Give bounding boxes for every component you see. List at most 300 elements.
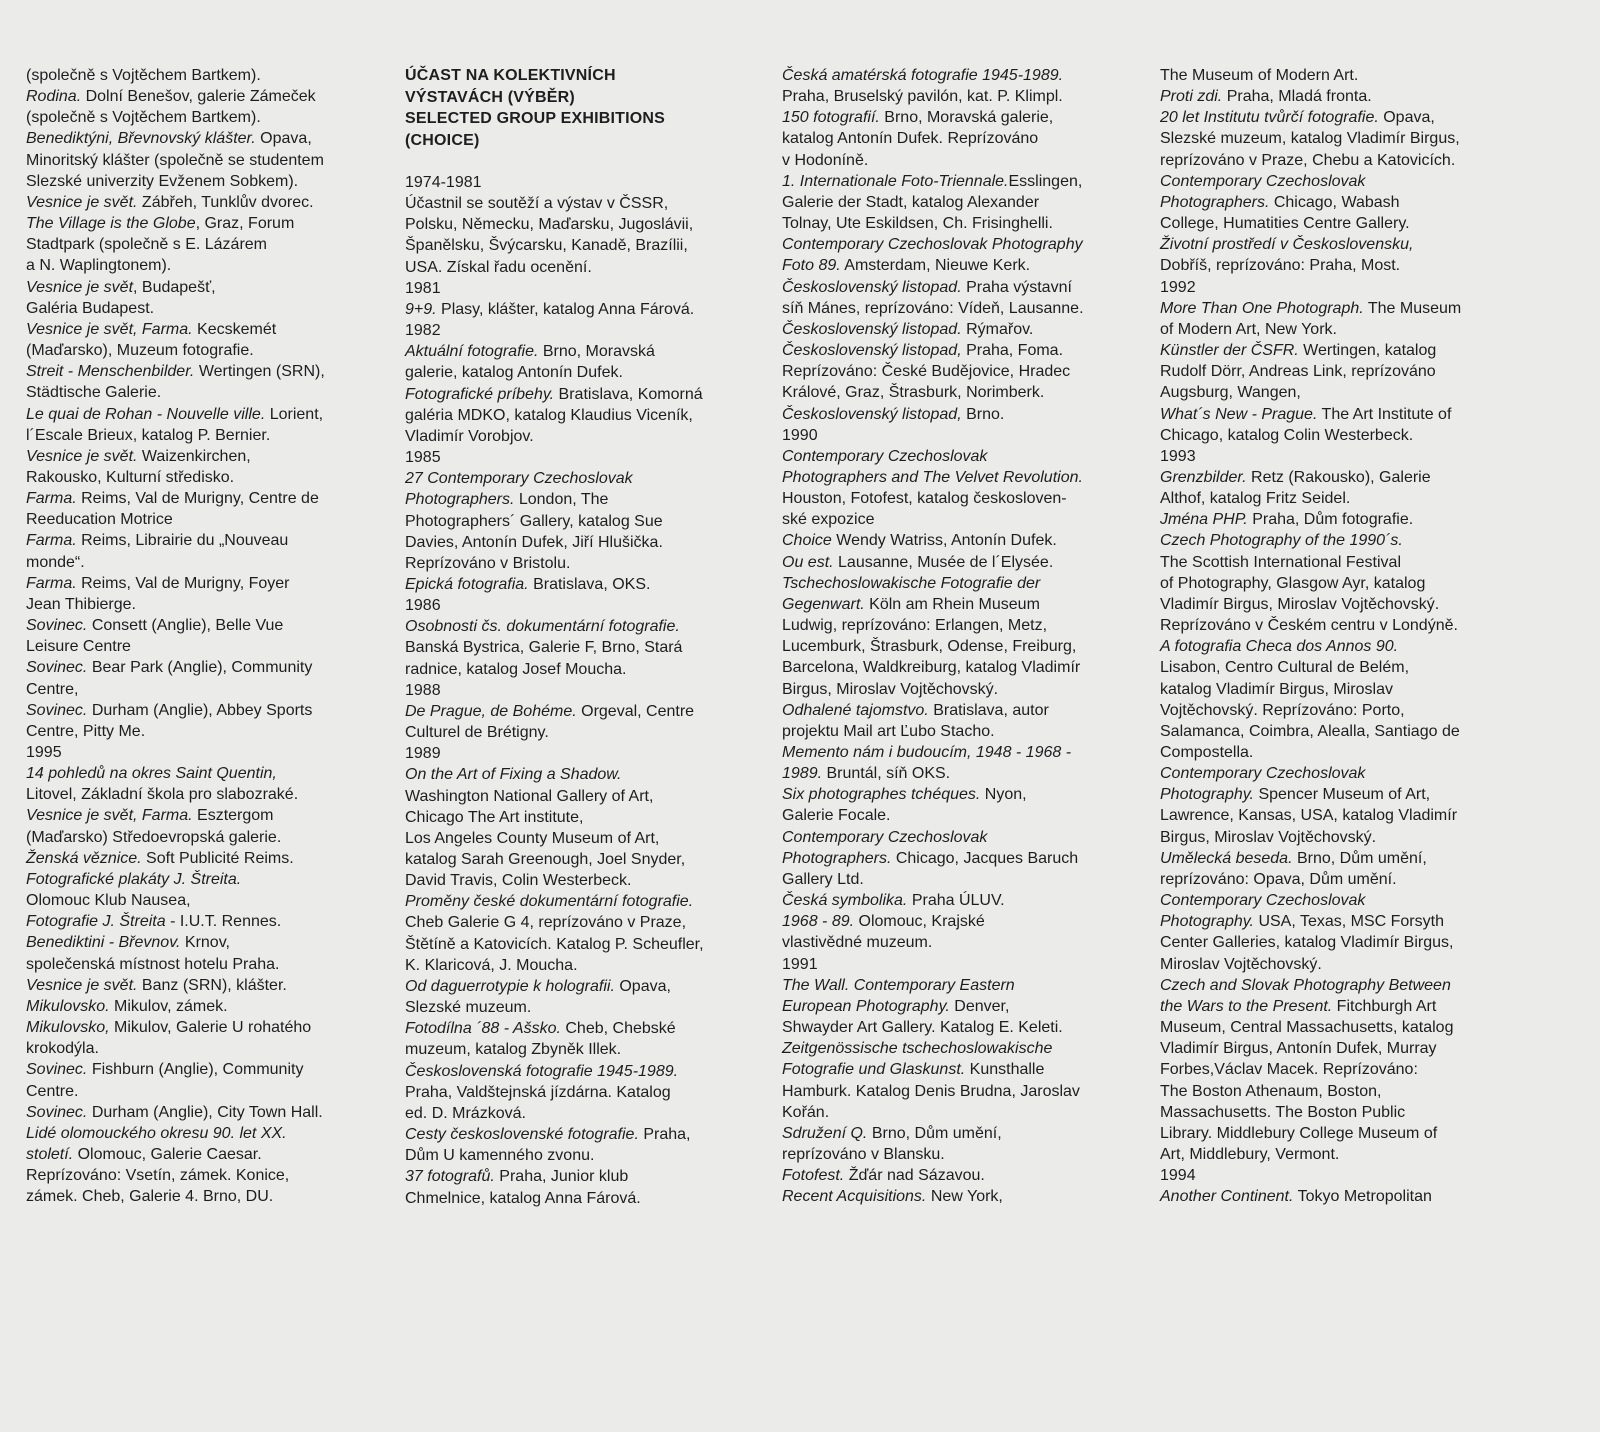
text-line — [1160, 467, 1520, 488]
text-line — [405, 764, 755, 785]
italic-title-segment: Farma. — [26, 532, 77, 550]
text-segment: Praha ÚLUV. — [907, 892, 1005, 910]
text-segment: Bratislava, autor — [928, 701, 1049, 719]
text-segment: Vojtěchovský. Reprízováno: Porto, — [1160, 701, 1405, 719]
text-segment: Houston, Fotofest, katalog českosloven- — [782, 490, 1067, 508]
italic-title-segment: Osobnosti čs. dokumentární fotografie. — [405, 618, 680, 636]
text-line — [1160, 1038, 1520, 1059]
text-segment: muzeum, katalog Zbyněk Illek. — [405, 1041, 622, 1059]
text-segment: Art, Middlebury, Vermont. — [1160, 1145, 1340, 1163]
text-segment: Chicago The Art institute, — [405, 808, 584, 826]
text-segment: 1985 — [405, 449, 441, 467]
text-line — [405, 1039, 755, 1060]
text-line — [26, 361, 371, 382]
text-segment: Rakousko, Kulturní středisko. — [26, 468, 235, 486]
text-line — [26, 1059, 371, 1080]
text-line — [26, 552, 371, 573]
text-line — [26, 721, 371, 742]
italic-title-segment: Proměny české dokumentární fotografie. — [405, 893, 694, 911]
text-segment: Spencer Museum of Art, — [1254, 786, 1431, 804]
text-segment: katalog Vladimír Birgus, Miroslav — [1160, 680, 1393, 698]
italic-title-segment: Mikulovsko. — [26, 997, 110, 1015]
text-line — [1160, 1017, 1520, 1038]
text-segment: Brno. — [961, 405, 1005, 423]
text-line — [1160, 911, 1520, 932]
text-segment: Praha, Bruselský pavilón, kat. P. Klimpl. — [782, 88, 1063, 106]
text-line — [782, 1038, 1132, 1059]
text-segment: Massachusetts. The Boston Public — [1160, 1103, 1406, 1121]
text-line — [26, 425, 371, 446]
italic-title-segment: 20 let Institutu tvůrčí fotografie. — [1160, 109, 1379, 127]
text-line — [26, 277, 371, 298]
italic-title-segment: Rodina. — [26, 88, 82, 106]
text-segment: galerie, katalog Antonín Dufek. — [405, 364, 623, 382]
text-segment: Leisure Centre — [26, 638, 131, 656]
text-segment: Fishburn (Anglie), Community — [87, 1061, 304, 1079]
text-line — [782, 446, 1132, 467]
italic-title-segment: Sovinec. — [26, 1061, 88, 1079]
text-line — [782, 975, 1132, 996]
italic-title-segment: More Than One Photograph. — [1160, 299, 1364, 317]
text-line — [26, 784, 371, 805]
text-line — [782, 954, 1132, 975]
heading-line: ÚČAST NA KOLEKTIVNÍCH — [405, 67, 616, 84]
text-line — [1160, 1102, 1520, 1123]
italic-title-segment: What´s New - Prague. — [1160, 405, 1318, 423]
text-segment: Forbes,Václav Macek. Reprízováno: — [1160, 1061, 1418, 1079]
text-segment: Dolní Benešov, galerie Zámeček — [81, 88, 316, 106]
text-line — [1160, 848, 1520, 869]
text-line — [1160, 636, 1520, 657]
text-line — [782, 340, 1132, 361]
text-line — [26, 1123, 371, 1144]
text-segment: (Maďarsko) Středoevropská galerie. — [26, 828, 282, 846]
italic-title-segment: Lidé olomouckého okresu 90. let XX. — [26, 1124, 287, 1142]
text-line — [26, 171, 371, 192]
text-segment: Dobříš, reprízováno: Praha, Most. — [1160, 257, 1401, 275]
text-segment: Center Galleries, katalog Vladimír Birgus, — [1160, 934, 1454, 952]
italic-title-segment: Fotografické príbehy. — [405, 385, 555, 403]
text-line — [405, 384, 755, 405]
text-line — [782, 150, 1132, 171]
text-line — [26, 213, 371, 234]
italic-title-segment: Photographers. — [405, 491, 515, 509]
text-segment: - I.U.T. Rennes. — [165, 913, 282, 931]
text-segment: , Graz, Forum — [195, 215, 295, 233]
italic-title-segment: Životní prostředí v Československu, — [1160, 236, 1414, 254]
italic-title-segment: Fotografie J. Štreita — [26, 913, 166, 931]
text-segment: l´Escale Brieux, katalog P. Bernier. — [26, 426, 271, 444]
text-line — [26, 954, 371, 975]
italic-title-segment: European Photography. — [782, 997, 950, 1015]
text-line — [26, 128, 371, 149]
text-segment: 1986 — [405, 597, 441, 615]
heading-line: VÝSTAVÁCH (VÝBĚR) — [405, 88, 575, 106]
text-segment: Library. Middlebury College Museum of — [1160, 1124, 1438, 1142]
text-line — [782, 1144, 1132, 1165]
italic-title-segment: Proti zdi. — [1160, 88, 1223, 106]
text-segment: Brno, Dům umění, — [1292, 849, 1427, 867]
italic-title-segment: Contemporary Czechoslovak — [1160, 172, 1366, 190]
text-segment: Gallery Ltd. — [782, 870, 864, 888]
text-line — [782, 848, 1132, 869]
text-line — [782, 298, 1132, 319]
text-segment: Banská Bystrica, Galerie F, Brno, Stará — [405, 639, 683, 657]
text-segment: New York, — [926, 1188, 1003, 1206]
italic-title-segment: Epická fotografia. — [405, 575, 529, 593]
text-segment: 1994 — [1160, 1167, 1196, 1185]
text-line — [782, 657, 1132, 678]
italic-title-segment: 1989. — [782, 765, 823, 783]
italic-title-segment: Československý listopad, — [782, 342, 962, 360]
italic-title-segment: Ou est. — [782, 553, 834, 571]
italic-title-segment: Le quai de Rohan - Nouvelle ville. — [26, 405, 266, 423]
text-segment: Chicago, Wabash — [1269, 193, 1400, 211]
text-segment: College, Humatities Centre Gallery. — [1160, 215, 1410, 233]
text-line — [782, 805, 1132, 826]
text-line — [782, 128, 1132, 149]
italic-title-segment: Photographers. — [1160, 193, 1270, 211]
text-segment: Nyon, — [980, 786, 1027, 804]
text-line — [782, 932, 1132, 953]
text-line — [782, 277, 1132, 298]
text-segment: Olomouc, Krajské — [854, 913, 985, 931]
text-segment: 1990 — [782, 426, 818, 444]
italic-title-segment: Streit - Menschenbilder. — [26, 363, 195, 381]
text-line — [26, 911, 371, 932]
text-segment: Praha, Dům fotografie. — [1247, 511, 1414, 529]
text-segment: Wendy Watriss, Antonín Dufek. — [831, 532, 1057, 550]
text-line — [1160, 890, 1520, 911]
italic-title-segment: Photography. — [1160, 786, 1254, 804]
italic-title-segment: Fotografie und Glaskunst. — [782, 1061, 966, 1079]
text-segment: Birgus, Miroslav Vojtěchovský. — [1160, 828, 1377, 846]
text-line — [1160, 679, 1520, 700]
text-segment: The Boston Athenaum, Boston, — [1160, 1082, 1382, 1100]
text-line — [782, 382, 1132, 403]
text-line — [782, 361, 1132, 382]
text-line — [782, 700, 1132, 721]
text-line — [405, 891, 755, 912]
text-segment: Olomouc, Galerie Caesar. — [73, 1145, 262, 1163]
text-segment: Praha, Junior klub — [494, 1168, 629, 1186]
text-line — [26, 827, 371, 848]
text-segment: Ludwig, reprízováno: Erlangen, Metz, — [782, 617, 1048, 635]
text-line — [782, 1102, 1132, 1123]
text-segment: Zábřeh, Tunklův dvorec. — [137, 193, 314, 211]
text-segment: Reprízováno: Vsetín, zámek. Konice, — [26, 1167, 290, 1185]
text-segment: Reprízováno v Českém centru v Londýně. — [1160, 617, 1458, 635]
text-line — [782, 742, 1132, 763]
italic-title-segment: Fotofest. — [782, 1167, 845, 1185]
text-line — [1160, 954, 1520, 975]
text-line — [1160, 784, 1520, 805]
italic-title-segment: the Wars to the Present. — [1160, 997, 1333, 1015]
text-segment: Los Angeles County Museum of Art, — [405, 829, 660, 847]
heading-line: (CHOICE) — [405, 131, 480, 149]
text-line — [405, 405, 755, 426]
italic-title-segment: The Wall. Contemporary Eastern — [782, 976, 1015, 994]
text-segment: London, The — [514, 491, 609, 509]
italic-title-segment: Contemporary Czechoslovak — [782, 447, 988, 465]
text-segment: ské expozice — [782, 511, 875, 529]
text-line — [1160, 827, 1520, 848]
text-line — [782, 1081, 1132, 1102]
text-line — [782, 594, 1132, 615]
text-line — [1160, 234, 1520, 255]
text-column-4 — [1160, 65, 1520, 1207]
italic-title-segment: Aktuální fotografie. — [405, 343, 539, 361]
italic-title-segment: Československá fotografie 1945-1989. — [405, 1062, 679, 1080]
italic-title-segment: On the Art of Fixing a Shadow. — [405, 766, 622, 784]
text-line — [1160, 805, 1520, 826]
text-line — [1160, 700, 1520, 721]
text-segment: Hamburk. Katalog Denis Brudna, Jaroslav — [782, 1082, 1080, 1100]
text-line — [1160, 721, 1520, 742]
text-segment: ed. D. Mrázková. — [405, 1104, 526, 1122]
text-segment: společenská místnost hotelu Praha. — [26, 955, 280, 973]
text-line — [26, 446, 371, 467]
heading-line: SELECTED GROUP EXHIBITIONS — [405, 110, 666, 127]
text-line — [782, 552, 1132, 573]
text-line — [26, 530, 371, 551]
italic-title-segment: Foto 89. — [782, 257, 841, 275]
text-segment: Cheb Galerie G 4, reprízováno v Praze, — [405, 914, 687, 932]
text-line — [26, 742, 371, 763]
text-segment: Esztergom — [192, 807, 274, 825]
text-segment: Centre. — [26, 1082, 79, 1100]
text-line — [405, 426, 755, 447]
text-line — [405, 595, 755, 616]
text-line — [405, 976, 755, 997]
text-line — [782, 1059, 1132, 1080]
text-segment: Reprízováno: České Budějovice, Hradec — [782, 363, 1071, 381]
text-segment: Bruntál, síň OKS. — [822, 765, 951, 783]
text-segment: Lorient, — [265, 405, 324, 423]
text-line — [1160, 277, 1520, 298]
text-line — [1160, 573, 1520, 594]
italic-title-segment: Benediktini - Břevnov. — [26, 934, 181, 952]
text-line — [1160, 107, 1520, 128]
text-line — [405, 1124, 755, 1145]
text-line — [1160, 615, 1520, 636]
text-line — [26, 1038, 371, 1059]
italic-title-segment: Odhalené tajomstvo. — [782, 701, 929, 719]
text-segment: 1974-1981 — [405, 174, 482, 191]
text-line — [1160, 869, 1520, 890]
text-line — [782, 1165, 1132, 1186]
italic-title-segment: Recent Acquisitions. — [782, 1188, 927, 1206]
text-line — [782, 1186, 1132, 1207]
text-segment: Lucemburk, Štrasburk, Odense, Freiburg, — [782, 638, 1077, 656]
text-line — [26, 86, 371, 107]
text-segment: Museum, Central Massachusetts, katalog — [1160, 1019, 1454, 1037]
text-segment: Dům U kamenného zvonu. — [405, 1147, 595, 1165]
text-line — [1160, 1081, 1520, 1102]
text-line — [26, 319, 371, 340]
italic-title-segment: 9+9. — [405, 300, 437, 318]
text-line — [405, 362, 755, 383]
italic-title-segment: 14 pohledů na okres Saint Quentin, — [26, 765, 277, 783]
text-line — [405, 997, 755, 1018]
text-segment: Olomouc Klub Nausea, — [26, 892, 191, 910]
text-segment: Birgus, Miroslav Vojtěchovský. — [782, 680, 999, 698]
text-line — [26, 1102, 371, 1123]
italic-title-segment: The Village is the Globe — [26, 215, 196, 233]
text-segment: K. Klaricová, J. Moucha. — [405, 956, 578, 974]
italic-title-segment: 37 fotografů. — [405, 1168, 495, 1186]
text-segment: Reims, Librairie du „Nouveau — [76, 532, 289, 550]
italic-title-segment: Sovinec. — [26, 617, 88, 635]
text-line — [782, 763, 1132, 784]
text-segment: Durham (Anglie), Abbey Sports — [87, 701, 313, 719]
text-line — [782, 1123, 1132, 1144]
text-segment: Washington National Gallery of Art, — [405, 787, 654, 805]
text-segment: Králové, Graz, Štrasburk, Norimberk. — [782, 384, 1045, 402]
text-line — [1160, 509, 1520, 530]
text-segment: Compostella. — [1160, 744, 1254, 761]
italic-title-segment: Six photographes tchéques. — [782, 786, 981, 804]
italic-title-segment: Sovinec. — [26, 1103, 88, 1121]
text-segment: Praha výstavní — [961, 278, 1072, 296]
text-line — [26, 1165, 371, 1186]
text-line — [405, 616, 755, 637]
text-segment: Althof, katalog Fritz Seidel. — [1160, 490, 1351, 508]
italic-title-segment: Farma. — [26, 574, 77, 592]
italic-title-segment: Vesnice je svět, Farma. — [26, 807, 193, 825]
text-line — [26, 805, 371, 826]
text-segment: 1981 — [405, 279, 441, 297]
text-line — [782, 488, 1132, 509]
text-segment: Fitchburgh Art — [1332, 997, 1437, 1015]
text-segment: Orgeval, Centre — [576, 702, 695, 720]
text-line — [405, 511, 755, 532]
text-segment: monde“. — [26, 553, 85, 571]
text-segment: Shwayder Art Gallery. Katalog E. Keleti. — [782, 1019, 1063, 1037]
text-segment: Krnov, — [180, 934, 230, 952]
text-line — [405, 257, 755, 278]
text-line — [782, 636, 1132, 657]
text-line — [1160, 192, 1520, 213]
italic-title-segment: Benediktýni, Břevnovský klášter. — [26, 130, 256, 148]
text-line — [405, 1145, 755, 1166]
text-line — [26, 1081, 371, 1102]
text-segment: USA. Získal řadu ocenění. — [405, 258, 592, 276]
italic-title-segment: Contemporary Czechoslovak — [1160, 892, 1366, 910]
text-line — [1160, 255, 1520, 276]
text-segment: Reims, Val de Murigny, Foyer — [76, 574, 290, 592]
text-segment: The Art Institute of — [1317, 405, 1452, 423]
text-line — [405, 1061, 755, 1082]
text-segment: katalog Antonín Dufek. Reprízováno — [782, 130, 1039, 148]
text-segment: Praha, Foma. — [961, 342, 1064, 360]
italic-title-segment: Od daguerrotypie k holografii. — [405, 977, 615, 995]
text-segment: Praha, — [638, 1126, 691, 1144]
italic-title-segment: Sovinec. — [26, 659, 88, 677]
text-line — [405, 934, 755, 955]
text-segment: Reprízováno v Bristolu. — [405, 554, 571, 572]
text-line — [1160, 594, 1520, 615]
text-segment: a N. Waplingtonem). — [26, 257, 172, 275]
italic-title-segment: Umělecká beseda. — [1160, 849, 1293, 867]
italic-title-segment: Jména PHP. — [1160, 511, 1248, 529]
text-segment: Lisabon, Centro Cultural de Belém, — [1160, 659, 1410, 677]
text-line — [782, 721, 1132, 742]
text-segment: Tokyo Metropolitan — [1293, 1188, 1432, 1206]
text-segment: Soft Publicité Reims. — [141, 849, 294, 867]
heading-spacer — [405, 151, 755, 172]
text-line — [405, 235, 755, 256]
text-line — [1160, 742, 1520, 763]
italic-title-segment: Vesnice je svět. — [26, 447, 138, 465]
text-segment: 1989 — [405, 745, 441, 763]
italic-title-segment: Cesty československé fotografie. — [405, 1126, 639, 1144]
text-segment: of Photography, Glasgow Ayr, katalog — [1160, 574, 1426, 592]
italic-title-segment: Zeitgenössische tschechoslowakische — [782, 1040, 1053, 1058]
italic-title-segment: Grenzbilder. — [1160, 468, 1247, 486]
text-line — [782, 467, 1132, 488]
text-line — [26, 404, 371, 425]
text-line — [782, 784, 1132, 805]
text-segment: 1995 — [26, 744, 62, 761]
text-line — [782, 107, 1132, 128]
text-line — [405, 637, 755, 658]
italic-title-segment: Czech and Slovak Photography Between — [1160, 976, 1451, 994]
text-segment: Minoritský klášter (společně se studentem — [26, 151, 324, 169]
text-line — [26, 382, 371, 403]
text-segment: 1991 — [782, 955, 818, 973]
text-segment: (společně s Vojtěchem Bartkem). — [26, 67, 261, 84]
italic-title-segment: 1. Internationale Foto-Triennale. — [782, 172, 1009, 190]
text-segment: The Scottish International Festival — [1160, 553, 1402, 571]
text-line — [1160, 932, 1520, 953]
text-line — [405, 1166, 755, 1187]
text-segment: Španělsku, Švýcarsku, Kanadě, Brazílii, — [405, 237, 688, 255]
text-segment: Esslingen, — [1008, 172, 1083, 190]
text-segment: Consett (Anglie), Belle Vue — [87, 617, 284, 635]
text-line — [405, 489, 755, 510]
text-line — [405, 1188, 755, 1209]
text-line — [26, 192, 371, 213]
text-segment: Centre, — [26, 680, 79, 698]
text-segment: 1982 — [405, 322, 441, 340]
italic-title-segment: Československý listopad, — [782, 405, 962, 423]
section-heading — [405, 65, 755, 151]
text-line — [1160, 1144, 1520, 1165]
text-line — [1160, 1165, 1520, 1186]
text-segment: síň Mánes, reprízováno: Vídeň, Lausanne. — [782, 299, 1084, 317]
text-segment: Barcelona, Waldkreiburg, katalog Vladimír — [782, 659, 1081, 677]
text-line — [782, 890, 1132, 911]
text-segment: Culturel de Brétigny. — [405, 724, 549, 742]
text-line — [405, 447, 755, 468]
italic-title-segment: Choice — [782, 532, 832, 550]
text-segment: Galéria Budapest. — [26, 299, 155, 317]
text-segment: (Maďarsko), Muzeum fotografie. — [26, 342, 254, 360]
text-segment: Bratislava, Komorná — [554, 385, 703, 403]
text-line — [405, 341, 755, 362]
italic-title-segment: Mikulovsko, — [26, 1019, 110, 1037]
text-line — [782, 192, 1132, 213]
text-line — [405, 1103, 755, 1124]
italic-title-segment: Československý listopad. — [782, 320, 962, 338]
text-segment: Wertingen, katalog — [1298, 342, 1437, 360]
text-segment: Miroslav Vojtěchovský. — [1160, 955, 1322, 973]
text-segment: David Travis, Colin Westerbeck. — [405, 872, 632, 890]
text-segment: The Museum — [1363, 299, 1462, 317]
italic-title-segment: Česká amatérská fotografie 1945-1989. — [782, 67, 1064, 84]
italic-title-segment: Photography. — [1160, 913, 1254, 931]
